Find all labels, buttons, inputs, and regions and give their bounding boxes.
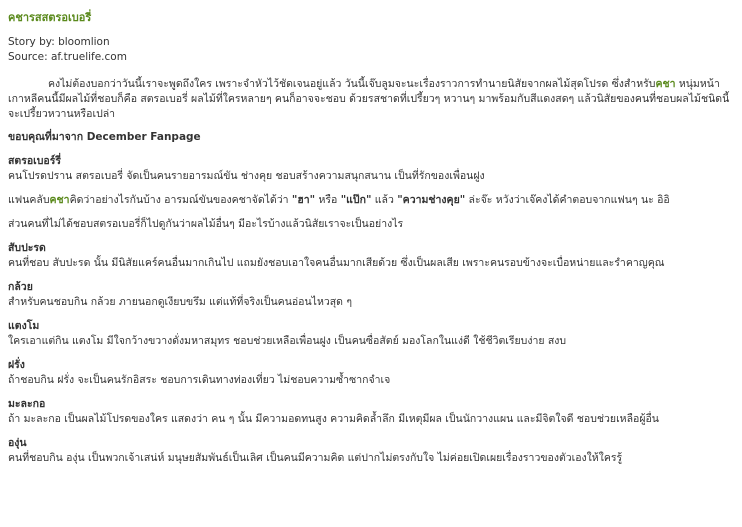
fruit-text: สำหรับคนชอบกิน กล้วย ภายนอกดูเงียบขรึม แต่แท้ที่จริงเป็นคนอ่อนไหวสุด ๆ xyxy=(8,296,352,308)
fruit-heading: ฝรั่ง xyxy=(8,359,25,371)
fruit-section xyxy=(8,241,730,271)
fan-or: หรือ xyxy=(315,194,341,206)
fruit-text: ใครเอาแต่กิน แตงโม มีใจกว้างขวางดั่งมหาสมุทร ชอบช่วยเหลือเพื่อนฝูง เป็นคนซื่อสัตย์ มองโลกในแง่ดี ใช้ชีวิตเรียบง่าย สงบ xyxy=(8,335,567,347)
intro-text-2: หนุ่มหน้าเกาหลีคนนี้มีผลไม้ที่ชอบก็คือ สตรอเบอรี่ ผลไม้ที่ใครหลายๆ คนก็อาจจะชอบ ด้วยรสชาดที่เปรี้ยวๆ หวานๆ มาพร้อมกับสีแดงสดๆ แล้วนิสัยของคนที่ชอบผลไม้ชนิดนี้จะเปรี้ยวหวานหรือเปล่า xyxy=(8,78,730,120)
fruit-section xyxy=(8,436,730,466)
fruit-heading: มะละกอ xyxy=(8,398,46,410)
fruit-section xyxy=(8,358,730,388)
fan-text-2: คิดว่าอย่างไรกันบ้าง อารมณ์ขันของคชาจัดได้ว่า xyxy=(69,194,292,206)
strawberry-text: คนโปรดปราน สตรอเบอรี่ จัดเป็นคนรายอารมณ์ขัน ช่างคุย ชอบสร้างความสนุกสนาน เป็นที่รักของเพื่อนฝูง xyxy=(8,170,485,182)
quote-paek: "แป๊ก" xyxy=(340,194,372,206)
fruit-section xyxy=(8,280,730,310)
fan-text-3: ล่ะจ๊ะ หวังว่าเจ๊คงได้คำตอบจากแฟนๆ นะ อิอิ xyxy=(465,194,670,206)
source: Source: af.truelife.com xyxy=(8,51,127,63)
fan-paragraph xyxy=(8,193,730,208)
fruit-text: คนที่ชอบกิน องุ่น เป็นพวกเจ้าเสน่ห์ มนุษยสัมพันธ์เป็นเลิศ เป็นคนมีความคิด แต่ปากไม่ตรงกับใจ ไม่ค่อยเปิดเผยเรื่องราวของตัวเองให้ใครรู้ xyxy=(8,452,623,464)
quote-ha: "ฮา" xyxy=(291,194,316,206)
strawberry-section xyxy=(8,154,730,184)
fruit-section xyxy=(8,319,730,349)
keyword-kacha-2: คชา xyxy=(49,194,70,206)
story-by: Story by: bloomlion xyxy=(8,36,110,48)
fruit-section xyxy=(8,397,730,427)
non-fans-paragraph: ส่วนคนที่ไม่ได้ชอบสตรอเบอรี่ก็ไปดูกันว่าผลไม้อื่นๆ มีอะไรบ้างแล้วนิสัยเราจะเป็นอย่างไร xyxy=(8,218,404,230)
fan-text-1: แฟนคลับ xyxy=(8,194,50,206)
article-title: คชารสสตรอเบอรี่ xyxy=(8,11,92,24)
fruit-heading: สับปะรด xyxy=(8,242,46,254)
fruit-heading: กล้วย xyxy=(8,281,33,293)
strawberry-heading: สตรอเบอร์รี่ xyxy=(8,155,62,167)
quote-talkative: "ความช่างคุย" xyxy=(397,194,466,206)
article-meta xyxy=(8,35,730,65)
fruit-text: ถ้าชอบกิน ฝรั่ง จะเป็นคนรักอิสระ ชอบการเดินทางท่องเที่ยว ไม่ชอบความซ้ำซากจำเจ xyxy=(8,374,391,386)
fruit-text: คนที่ชอบ สับปะรด นั้น มีนิสัยแคร์คนอื่นมากเกินไป แถมยังชอบเอาใจคนอื่นมากเสียด้วย ซึ่งเป็นผลเสีย เพราะคนรอบข้างจะเบื่อหน่ายและรำคาญคุณ xyxy=(8,257,665,269)
fruit-heading: องุ่น xyxy=(8,437,27,449)
thanks-line: ขอบคุณที่มาจาก December Fanpage xyxy=(8,131,201,143)
fan-and: แล้ว xyxy=(371,194,398,206)
intro-paragraph xyxy=(8,77,730,122)
fruit-text: ถ้า มะละกอ เป็นผลไม้โปรดของใคร แสดงว่า คน ๆ นั้น มีความอดทนสูง ความคิดล้ำลึก มีเหตุมีผล เป็นนักวางแผน และมีจิตใจดี ชอบช่วยเหลือผู้อื่น xyxy=(8,413,659,425)
keyword-kacha: คชา xyxy=(655,78,676,90)
fruit-heading: แตงโม xyxy=(8,320,40,332)
intro-text-1: คงไม่ต้องบอกว่าวันนี้เราจะพูดถึงใคร เพราะจำหัวไว้ชัดเจนอยู่แล้ว วันนี้เจ๊บลูมจะนะเรื่องราวการทำนายนิสัยจากผลไม้สุดโปรด ซึ่งสำหรับ xyxy=(48,78,656,90)
